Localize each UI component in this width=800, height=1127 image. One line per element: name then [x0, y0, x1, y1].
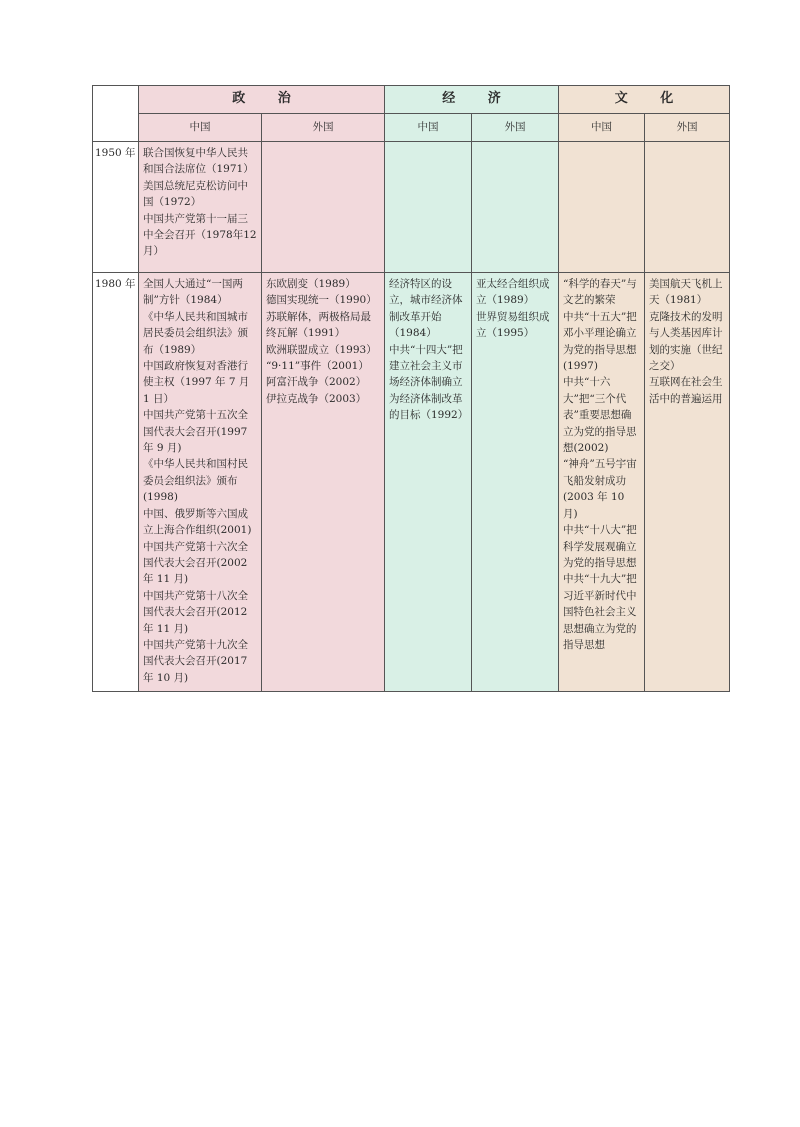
header-politics-foreign: 外国 [262, 114, 385, 142]
header-row-categories [93, 86, 730, 114]
event-entry: 全国人大通过“一国两制”方针（1984） [143, 278, 243, 307]
event-entry: 中共“十四大”把建立社会主义市场经济体制确立为经济体制改革的目标（1992） [389, 343, 469, 422]
table-row-1980 [93, 273, 730, 692]
event-entry: 中共“十五大”把邓小平理论确立为党的指导思想(1997) [563, 310, 637, 373]
event-entry: 美国航天飞机上天（1981） [649, 278, 723, 307]
corner-cell [93, 86, 139, 142]
event-entry: 世界贸易组织成立（1995） [476, 310, 550, 340]
event-entry: “神舟”五号宇宙飞船发射成功(2003 年 10 月) [563, 458, 637, 520]
event-entry: 中国共产党第十九次全国代表大会召开(2017 年 10 月) [143, 638, 248, 684]
cell-politics-china [139, 142, 262, 273]
event-entry: 《中华人民共和国城市居民委员会组织法》颁布（1989） [143, 310, 248, 356]
cell-economy-china [385, 273, 472, 692]
cell-economy-foreign [472, 142, 559, 273]
event-entry: 经济特区的设立，城市经济体制改革开始（1984） [389, 278, 463, 340]
event-entry: 东欧剧变（1989） [266, 278, 356, 290]
header-economy-china: 中国 [385, 114, 472, 142]
history-timeline-table [92, 85, 730, 692]
cell-culture-china [559, 273, 645, 692]
header-culture-china: 中国 [559, 114, 645, 142]
event-entry: 中国共产党第十五次全国代表大会召开(1997 年 9 月) [143, 409, 248, 455]
event-entry: “9·11”事件（2001） [266, 360, 369, 373]
event-entry: 中国共产党第十一届三中全会召开（1978年12月） [143, 212, 257, 258]
header-economy-foreign: 外国 [472, 114, 559, 142]
cell-culture-china [559, 142, 645, 273]
event-entry: 《中华人民共和国村民委员会组织法》颁布(1998) [143, 458, 248, 504]
header-politics: 政 治 [139, 86, 385, 114]
event-entry: 苏联解体，两极格局最终瓦解（1991） [266, 310, 371, 340]
table-row-1950 [93, 142, 730, 273]
event-entry: 欧洲联盟成立（1993） [266, 343, 377, 356]
cell-politics-foreign [262, 273, 385, 692]
event-entry: 中国政府恢复对香港行使主权（1997 年 7 月 1 日） [143, 360, 250, 405]
era-label: 1980 年 [93, 273, 139, 692]
event-entry: 中国共产党第十八次全国代表大会召开(2012 年 11 月) [143, 589, 248, 635]
header-economy: 经 济 [385, 86, 559, 114]
event-entry: “科学的春天”与文艺的繁荣 [563, 278, 637, 307]
event-entry: 克隆技术的发明与人类基因库计划的实施（世纪之交） [649, 310, 723, 373]
event-entry: 德国实现统一（1990） [266, 294, 377, 307]
event-entry: 美国总统尼克松访问中国（1972） [143, 179, 248, 209]
event-entry: 中国共产党第十六次全国代表大会召开(2002 年 11 月) [143, 540, 248, 586]
event-entry: 中共“十九大”把习近平新时代中国特色社会主义思想确立为党的指导思想 [563, 573, 637, 651]
event-entry: 中国、俄罗斯等六国成立上海合作组织(2001) [143, 507, 252, 537]
event-entry: 中共“十八大”把科学发展观确立为党的指导思想 [563, 524, 637, 569]
header-culture: 文 化 [559, 86, 730, 114]
event-entry: 阿富汗战争（2002） [266, 376, 367, 389]
header-politics-china: 中国 [139, 114, 262, 142]
era-label: 1950 年 [93, 142, 139, 273]
cell-politics-foreign [262, 142, 385, 273]
event-entry: 中共“十六大”把“三个代表”重要思想确立为党的指导思想(2002) [563, 376, 637, 455]
header-culture-foreign: 外国 [645, 114, 730, 142]
event-entry: 亚太经合组织成立（1989） [476, 278, 550, 307]
event-entry: 伊拉克战争（2003） [266, 392, 367, 405]
event-entry: 互联网在社会生活中的普遍运用 [649, 376, 723, 405]
cell-economy-foreign [472, 273, 559, 692]
event-entry: 联合国恢复中华人民共和国合法席位（1971） [143, 147, 254, 176]
cell-culture-foreign [645, 273, 730, 692]
cell-politics-china [139, 273, 262, 692]
header-row-regions [93, 114, 730, 142]
cell-economy-china [385, 142, 472, 273]
cell-culture-foreign [645, 142, 730, 273]
